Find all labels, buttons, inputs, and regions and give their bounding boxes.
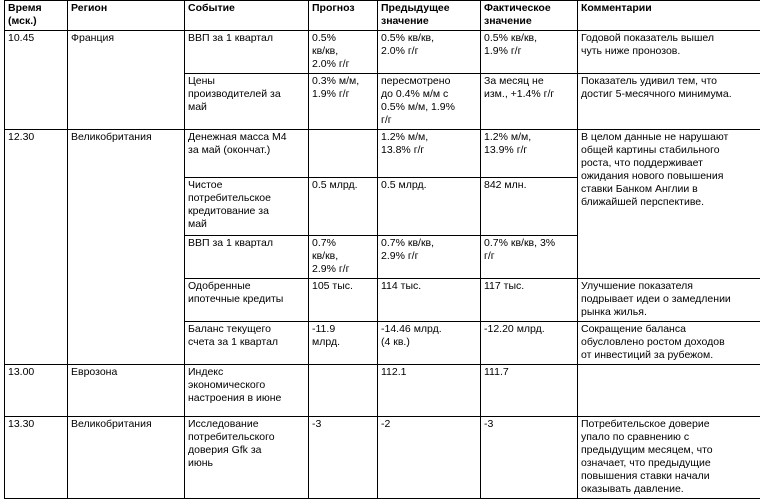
event-cell: Индекс экономического настроения в июне [185,365,309,417]
region-cell: Франция [68,31,185,130]
comment-cell: Улучшение показателя подрывает идеи о замедлении рынка жилья. [578,279,760,322]
forecast-cell [309,365,378,417]
header-comments: Комментарии [578,1,760,31]
header-actual: Фактическое значение [481,1,578,31]
header-row [5,1,760,31]
comment-cell: Потребительское доверие упало по сравнению с предыдущим месяцем, что означает, что предыдущие повышения ставки начали оказывать давление. [578,417,760,499]
previous-cell: пересмотрено до 0.4% м/м с 0.5% м/м, 1.9% г/г [378,74,481,130]
comment-cell: Годовой показатель вышел чуть ниже пронозов. [578,31,760,74]
header-previous: Предыдущее значение [378,1,481,31]
comment-cell: Показатель удивил тем, что достиг 5-месячного минимума. [578,74,760,130]
actual-cell: -12.20 млрд. [481,322,578,365]
previous-cell: 0.5% кв/кв, 2.0% г/г [378,31,481,74]
forecast-cell: 0.5% кв/кв, 2.0% г/г [309,31,378,74]
event-cell: Цены производителей за май [185,74,309,130]
actual-cell: 0.5% кв/кв, 1.9% г/г [481,31,578,74]
header-forecast: Прогноз [309,1,378,31]
actual-cell: 842 млн. [481,178,578,236]
region-cell: Великобритания [68,417,185,499]
previous-cell: 114 тыс. [378,279,481,322]
region-cell: Великобритания [68,130,185,365]
forecast-cell: 0.5 млрд. [309,178,378,236]
table-row [5,365,760,417]
event-cell: ВВП за 1 квартал [185,236,309,279]
actual-cell: 1.2% м/м, 13.9% г/г [481,130,578,178]
event-cell: Баланс текущего счета за 1 квартал [185,322,309,365]
forecast-cell: 105 тыс. [309,279,378,322]
table-row [5,31,760,74]
table-row [5,417,760,499]
actual-cell: За месяц не изм., +1.4% г/г [481,74,578,130]
event-cell: Чистое потребительское кредитование за май [185,178,309,236]
actual-cell: 117 тыс. [481,279,578,322]
previous-cell: -2 [378,417,481,499]
event-cell: Исследование потребительского доверия Gfk за июнь [185,417,309,499]
time-cell: 13.00 [5,365,68,417]
region-cell: Еврозона [68,365,185,417]
header-time: Время (мск.) [5,1,68,31]
previous-cell: -14.46 млрд. (4 кв.) [378,322,481,365]
economic-calendar-table [4,0,760,499]
previous-cell: 0.7% кв/кв, 2.9% г/г [378,236,481,279]
forecast-cell: 0.3% м/м, 1.9% г/г [309,74,378,130]
forecast-cell: -3 [309,417,378,499]
comment-cell [578,365,760,417]
time-cell: 13.30 [5,417,68,499]
actual-cell: 111.7 [481,365,578,417]
header-event: Событие [185,1,309,31]
header-region: Регион [68,1,185,31]
comment-cell: В целом данные не нарушают общей картины стабильного роста, что поддерживает ожидания нового повышения ставки Банком Англии в ближайшей перспективе. [578,130,760,279]
actual-cell: 0.7% кв/кв, 3% г/г [481,236,578,279]
comment-cell: Сокращение баланса обусловлено ростом доходов от инвестиций за рубежом. [578,322,760,365]
actual-cell: -3 [481,417,578,499]
event-cell: Денежная масса М4 за май (окончат.) [185,130,309,178]
table-row [5,130,760,178]
event-cell: Одобренные ипотечные кредиты [185,279,309,322]
time-cell: 10.45 [5,31,68,130]
forecast-cell: -11.9 млрд. [309,322,378,365]
previous-cell: 0.5 млрд. [378,178,481,236]
forecast-cell: 0.7% кв/кв, 2.9% г/г [309,236,378,279]
time-cell: 12.30 [5,130,68,365]
forecast-cell [309,130,378,178]
previous-cell: 1.2% м/м, 13.8% г/г [378,130,481,178]
event-cell: ВВП за 1 квартал [185,31,309,74]
previous-cell: 112.1 [378,365,481,417]
